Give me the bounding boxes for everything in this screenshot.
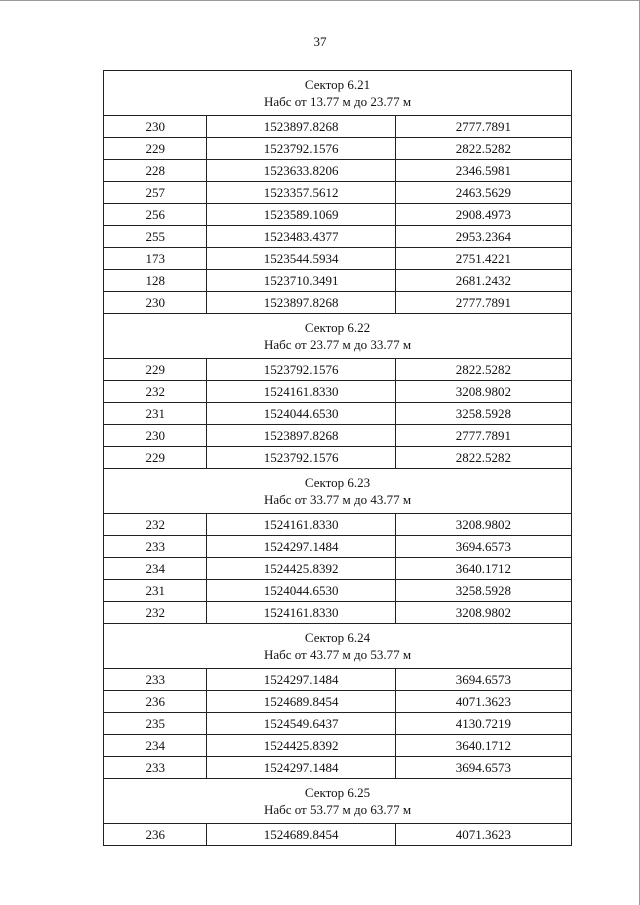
page-edge-top: [0, 0, 640, 1]
x-coordinate-cell: 1523897.8268: [207, 425, 395, 447]
point-number-cell: 128: [104, 270, 207, 292]
x-coordinate-cell: 1524044.6530: [207, 580, 395, 602]
x-coordinate-cell: 1523357.5612: [207, 182, 395, 204]
y-coordinate-cell: 4071.3623: [395, 691, 571, 713]
sector-header-cell: [104, 314, 572, 359]
point-number-cell: 230: [104, 292, 207, 314]
y-coordinate-cell: 3694.6573: [395, 536, 571, 558]
point-number-cell: 229: [104, 138, 207, 160]
y-coordinate-cell: 2681.2432: [395, 270, 571, 292]
sector-header-row: [104, 314, 572, 359]
sector-title: Сектор 6.25: [304, 785, 371, 800]
y-coordinate-cell: 3694.6573: [395, 669, 571, 691]
coordinates-table: [103, 70, 572, 846]
x-coordinate-cell: 1523633.8206: [207, 160, 395, 182]
sector-height-range: Набс от 33.77 м до 43.77 м: [263, 492, 412, 507]
table-row: [104, 713, 572, 735]
table-row: [104, 403, 572, 425]
y-coordinate-cell: 3258.5928: [395, 403, 571, 425]
point-number-cell: 232: [104, 381, 207, 403]
x-coordinate-cell: 1523589.1069: [207, 204, 395, 226]
table-row: [104, 691, 572, 713]
y-coordinate-cell: 2777.7891: [395, 292, 571, 314]
sector-header-row: [104, 779, 572, 824]
x-coordinate-cell: 1523897.8268: [207, 116, 395, 138]
y-coordinate-cell: 2822.5282: [395, 138, 571, 160]
sector-title: Сектор 6.21: [304, 77, 371, 92]
table-row: [104, 160, 572, 182]
point-number-cell: 235: [104, 713, 207, 735]
point-number-cell: 232: [104, 602, 207, 624]
table-row: [104, 669, 572, 691]
y-coordinate-cell: 2777.7891: [395, 425, 571, 447]
sector-header-cell: [104, 779, 572, 824]
sector-header-cell: [104, 624, 572, 669]
x-coordinate-cell: 1523792.1576: [207, 359, 395, 381]
point-number-cell: 229: [104, 359, 207, 381]
x-coordinate-cell: 1523544.5934: [207, 248, 395, 270]
point-number-cell: 230: [104, 425, 207, 447]
y-coordinate-cell: 2822.5282: [395, 447, 571, 469]
y-coordinate-cell: 2822.5282: [395, 359, 571, 381]
x-coordinate-cell: 1523897.8268: [207, 292, 395, 314]
table-row: [104, 359, 572, 381]
x-coordinate-cell: 1524297.1484: [207, 669, 395, 691]
y-coordinate-cell: 2751.4221: [395, 248, 571, 270]
x-coordinate-cell: 1524161.8330: [207, 381, 395, 403]
point-number-cell: 236: [104, 691, 207, 713]
table-row: [104, 757, 572, 779]
y-coordinate-cell: 4071.3623: [395, 824, 571, 846]
y-coordinate-cell: 3640.1712: [395, 558, 571, 580]
table-row: [104, 182, 572, 204]
x-coordinate-cell: 1524689.8454: [207, 824, 395, 846]
x-coordinate-cell: 1524044.6530: [207, 403, 395, 425]
sector-header-cell: [104, 71, 572, 116]
x-coordinate-cell: 1523792.1576: [207, 447, 395, 469]
sector-title: Сектор 6.22: [304, 320, 371, 335]
x-coordinate-cell: 1523483.4377: [207, 226, 395, 248]
y-coordinate-cell: 2777.7891: [395, 116, 571, 138]
sector-title: Сектор 6.23: [304, 475, 371, 490]
page-number: 37: [313, 34, 327, 49]
table-row: [104, 447, 572, 469]
sector-header-cell: [104, 469, 572, 514]
y-coordinate-cell: 3208.9802: [395, 381, 571, 403]
table-row: [104, 138, 572, 160]
sector-title: Сектор 6.24: [304, 630, 371, 645]
point-number-cell: 232: [104, 514, 207, 536]
table-row: [104, 735, 572, 757]
x-coordinate-cell: 1524161.8330: [207, 602, 395, 624]
x-coordinate-cell: 1524297.1484: [207, 757, 395, 779]
table-row: [104, 514, 572, 536]
point-number-cell: 233: [104, 757, 207, 779]
sector-header-row: [104, 624, 572, 669]
table-row: [104, 226, 572, 248]
table-row: [104, 558, 572, 580]
table-row: [104, 602, 572, 624]
point-number-cell: 255: [104, 226, 207, 248]
y-coordinate-cell: 2953.2364: [395, 226, 571, 248]
table-row: [104, 824, 572, 846]
point-number-cell: 234: [104, 735, 207, 757]
y-coordinate-cell: 3258.5928: [395, 580, 571, 602]
y-coordinate-cell: 2463.5629: [395, 182, 571, 204]
sector-height-range: Набс от 53.77 м до 63.77 м: [263, 802, 412, 817]
point-number-cell: 229: [104, 447, 207, 469]
point-number-cell: 233: [104, 536, 207, 558]
x-coordinate-cell: 1524425.8392: [207, 558, 395, 580]
sector-header-row: [104, 71, 572, 116]
y-coordinate-cell: 2346.5981: [395, 160, 571, 182]
y-coordinate-cell: 3640.1712: [395, 735, 571, 757]
point-number-cell: 234: [104, 558, 207, 580]
x-coordinate-cell: 1523710.3491: [207, 270, 395, 292]
point-number-cell: 231: [104, 403, 207, 425]
y-coordinate-cell: 4130.7219: [395, 713, 571, 735]
coordinates-table-body: [104, 71, 572, 846]
point-number-cell: 233: [104, 669, 207, 691]
table-row: [104, 270, 572, 292]
x-coordinate-cell: 1524425.8392: [207, 735, 395, 757]
table-row: [104, 116, 572, 138]
sector-height-range: Набс от 23.77 м до 33.77 м: [263, 337, 412, 352]
table-row: [104, 381, 572, 403]
x-coordinate-cell: 1524297.1484: [207, 536, 395, 558]
y-coordinate-cell: 3208.9802: [395, 514, 571, 536]
sector-header-row: [104, 469, 572, 514]
table-row: [104, 292, 572, 314]
y-coordinate-cell: 3694.6573: [395, 757, 571, 779]
y-coordinate-cell: 2908.4973: [395, 204, 571, 226]
x-coordinate-cell: 1524689.8454: [207, 691, 395, 713]
sector-height-range: Набс от 13.77 м до 23.77 м: [263, 94, 412, 109]
x-coordinate-cell: 1523792.1576: [207, 138, 395, 160]
point-number-cell: 230: [104, 116, 207, 138]
x-coordinate-cell: 1524549.6437: [207, 713, 395, 735]
point-number-cell: 257: [104, 182, 207, 204]
table-row: [104, 204, 572, 226]
y-coordinate-cell: 3208.9802: [395, 602, 571, 624]
point-number-cell: 231: [104, 580, 207, 602]
table-row: [104, 248, 572, 270]
sector-height-range: Набс от 43.77 м до 53.77 м: [263, 647, 412, 662]
point-number-cell: 236: [104, 824, 207, 846]
table-row: [104, 536, 572, 558]
point-number-cell: 256: [104, 204, 207, 226]
point-number-cell: 173: [104, 248, 207, 270]
x-coordinate-cell: 1524161.8330: [207, 514, 395, 536]
point-number-cell: 228: [104, 160, 207, 182]
table-row: [104, 425, 572, 447]
table-row: [104, 580, 572, 602]
